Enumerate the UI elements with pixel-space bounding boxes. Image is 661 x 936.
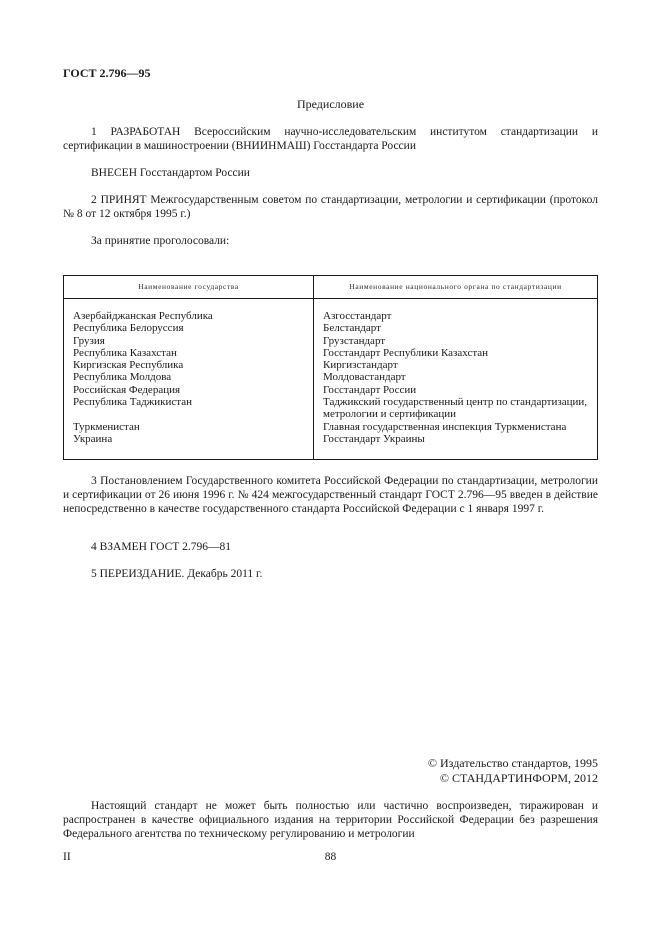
state-name: Грузия <box>73 334 105 347</box>
copyright-standartinform: © СТАНДАРТИНФОРМ, 2012 <box>439 771 598 785</box>
state-name: Украина <box>73 432 113 445</box>
column-header-body: Наименование национального органа по стандартизации <box>314 276 598 299</box>
roman-page-marker: II <box>63 851 71 863</box>
page-number: 88 <box>324 851 337 863</box>
column-header-state: Наименование государства <box>64 276 314 299</box>
state-name: Республика Таджикистан <box>73 396 192 409</box>
standards-body: Белстандарт <box>323 322 381 335</box>
standards-body-continued: метрологии и сертификации <box>323 408 456 421</box>
paragraph-developed: 1 РАЗРАБОТАН Всероссийским научно-исследовательским институтом стандартизации и сертификации в машиностроении (ВНИИНМАШ) Госстандарта России <box>63 126 598 152</box>
standards-body: Грузстандарт <box>323 334 386 347</box>
standards-body: Госстандарт Республики Казахстан <box>323 346 489 359</box>
paragraph-voted: За принятие проголосовали: <box>91 235 230 247</box>
paragraph-resolution: 3 Постановлением Государственного комитета Российской Федерации по стандартизации, метрологии и сертификации от 26 июня 1996 г. № 424 межгосударственный стандарт ГОСТ 2.796—95 введен в действие непосредственно в качестве государственного стандарта Российской Федерации с 1 января 1997 г. <box>63 475 598 515</box>
state-name: Республика Белоруссия <box>73 322 184 335</box>
state-name: Киргизская Республика <box>73 359 184 372</box>
standards-body: Азгосстандарт <box>323 310 392 322</box>
standards-body: Таджикский государственный центр по стандартизации, <box>323 396 588 409</box>
state-name: Азербайджанская Республика <box>73 310 213 322</box>
state-name-spacer <box>73 408 305 420</box>
state-name: Республика Молдова <box>73 371 172 384</box>
preface-title: Предисловие <box>296 97 365 111</box>
standards-body: Молдовастандарт <box>323 371 406 384</box>
reproduction-notice: Настоящий стандарт не может быть полностью или частично воспроизведен, тиражирован и распространен в качестве официального издания на территории Российской Федерации без разрешения Федерального агентства по техническому регулированию и метрологии <box>63 800 598 840</box>
state-name: Туркменистан <box>73 420 140 433</box>
standards-body: Главная государственная инспекция Туркменистана <box>323 420 567 433</box>
paragraph-replaces: 4 ВЗАМЕН ГОСТ 2.796—81 <box>91 541 232 553</box>
state-name: Российская Федерация <box>73 383 181 396</box>
paragraph-adopted: 2 ПРИНЯТ Межгосударственным советом по стандартизации, метрологии и сертификации (протокол № 8 от 12 октября 1995 г.) <box>63 194 598 220</box>
states-column <box>64 299 314 460</box>
bodies-column <box>314 299 598 460</box>
voting-states-table <box>63 275 598 460</box>
standards-body: Киргизстандарт <box>323 359 398 372</box>
table-body-row <box>64 299 598 460</box>
standards-body: Госстандарт России <box>323 383 417 396</box>
state-name: Республика Казахстан <box>73 346 177 359</box>
copyright-publisher: © Издательство стандартов, 1995 <box>427 756 598 770</box>
standards-body: Госстандарт Украины <box>323 432 425 445</box>
paragraph-introduced: ВНЕСЕН Госстандартом России <box>91 167 250 179</box>
paragraph-reissue: 5 ПЕРЕИЗДАНИЕ. Декабрь 2011 г. <box>91 568 263 580</box>
document-id: ГОСТ 2.796—95 <box>63 66 151 80</box>
table-header-row <box>64 276 598 299</box>
